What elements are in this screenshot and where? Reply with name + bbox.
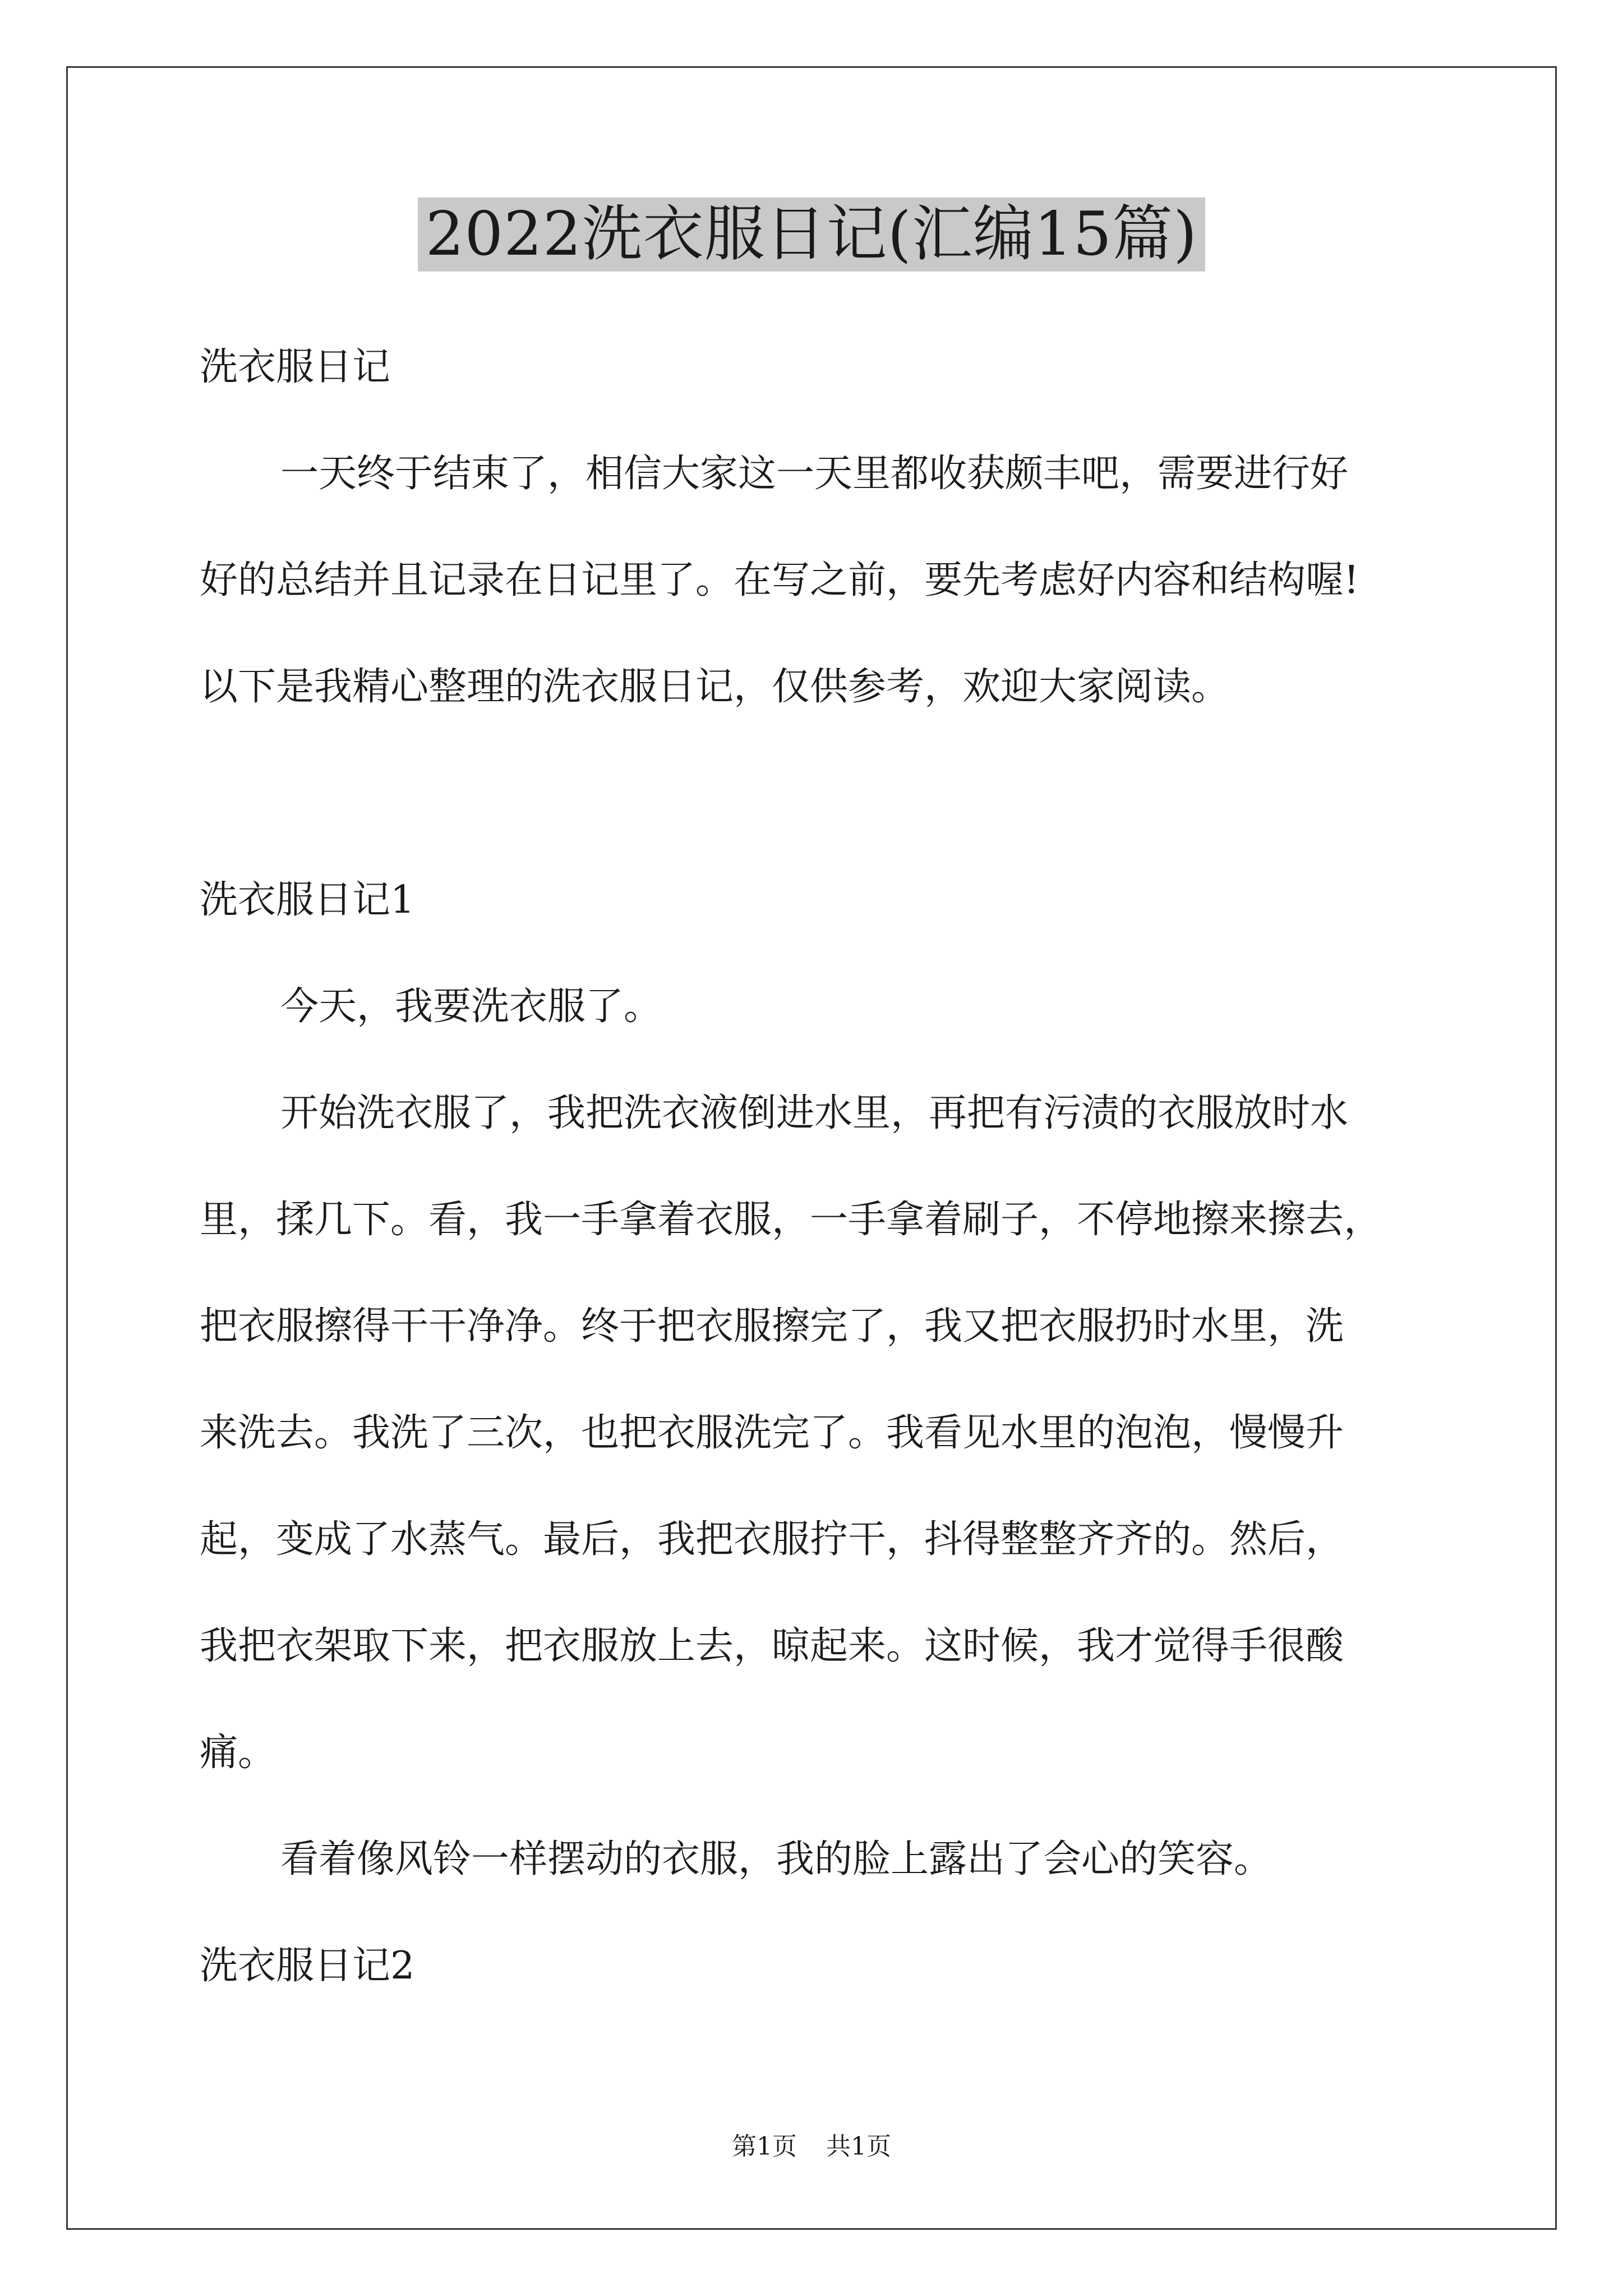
entry-heading: 洗衣服日记2 [200, 1944, 415, 1988]
paragraph-line: 今天，我要洗衣服了。 [280, 984, 662, 1029]
blank-line [200, 740, 1461, 847]
title-container [0, 197, 1623, 272]
intro-line: 一天终于结束了，相信大家这一天里都收获颇丰吧，需要进行好 [280, 452, 1349, 496]
page-number: 第1页 [732, 2132, 797, 2161]
intro-heading: 洗衣服日记 [200, 345, 391, 389]
paragraph-line: 痛。 [200, 1731, 276, 1775]
page-footer [0, 2126, 1623, 2162]
paragraph-line: 开始洗衣服了，我把洗衣液倒进水里，再把有污渍的衣服放时水 [280, 1091, 1349, 1135]
page-total: 共1页 [826, 2132, 891, 2161]
entry-heading: 洗衣服日记1 [200, 878, 415, 922]
document-body [200, 314, 1461, 2019]
paragraph-line: 我把衣架取下来，把衣服放上去，晾起来。这时候，我才觉得手很酸 [200, 1624, 1344, 1668]
paragraph-line: 看着像风铃一样摆动的衣服，我的脸上露出了会心的笑容。 [280, 1837, 1272, 1881]
paragraph-line: 起，变成了水蒸气。最后，我把衣服拧干，抖得整整齐齐的。然后， [200, 1517, 1344, 1562]
intro-line: 以下是我精心整理的洗衣服日记，仅供参考，欢迎大家阅读。 [200, 665, 1230, 709]
intro-line: 好的总结并且记录在日记里了。在写之前，要先考虑好内容和结构喔! [200, 558, 1359, 602]
paragraph-line: 里，揉几下。看，我一手拿着衣服，一手拿着刷子，不停地擦来擦去， [200, 1198, 1382, 1242]
paragraph-line: 把衣服擦得干干净净。终于把衣服擦完了，我又把衣服扔时水里，洗 [200, 1304, 1344, 1349]
document-title: 2022洗衣服日记(汇编15篇) [418, 197, 1206, 272]
paragraph-line: 来洗去。我洗了三次，也把衣服洗完了。我看见水里的泡泡，慢慢升 [200, 1411, 1344, 1455]
